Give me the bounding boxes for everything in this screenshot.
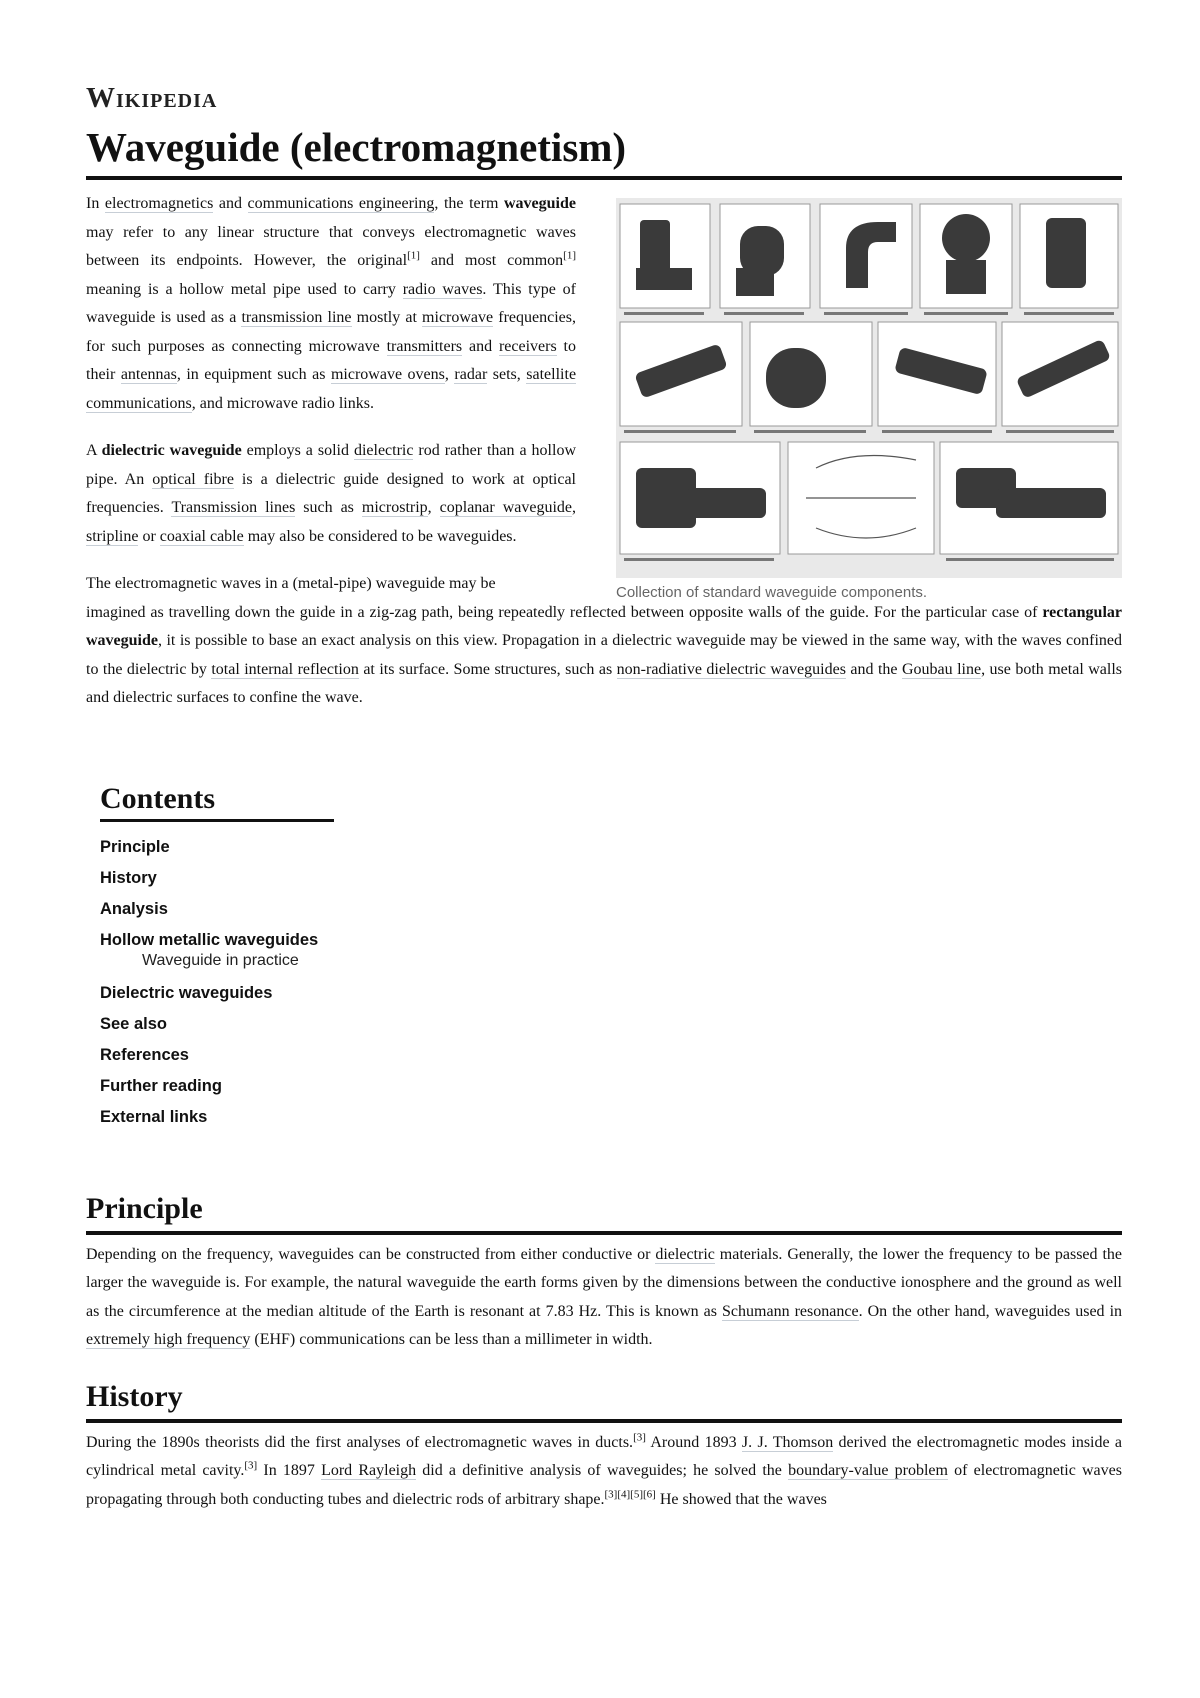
text-run: such as	[295, 499, 362, 516]
article-link[interactable]: radar	[454, 366, 488, 383]
text-run: ,	[444, 366, 455, 383]
text-run: frequencies, for such purposes as connecting microwave	[86, 309, 577, 355]
article-link[interactable]: microwave	[422, 309, 494, 326]
intro-paragraph-2	[86, 437, 576, 551]
toc-item[interactable]: Dielectric waveguides	[100, 983, 273, 1002]
text-run: Around 1893	[645, 1433, 742, 1451]
bold-term: waveguide	[504, 195, 576, 212]
figure-caption: Collection of standard waveguide components.	[616, 584, 928, 601]
text-run: derived the electromagnetic modes inside a cylindrical metal cavity.	[86, 1433, 1123, 1479]
text-run: , in equipment such as	[176, 366, 331, 383]
text-run: of electromagnetic waves propagating through both conducting tubes and dielectric rods of arbitrary shape.	[86, 1462, 1122, 1508]
intro-paragraph-1	[86, 190, 576, 418]
text-run: and	[213, 195, 248, 212]
text-run: rod rather than a hollow pipe. An	[86, 442, 576, 488]
page-title: Waveguide (electromagnetism)	[86, 120, 1122, 180]
text-run: mostly at	[351, 309, 423, 326]
article-link[interactable]: stripline	[86, 527, 139, 545]
article-link[interactable]: boundary-value problem	[788, 1462, 948, 1479]
page	[86, 82, 1122, 1514]
bold-term: rectangular waveguide	[86, 603, 1122, 649]
text-run: , and microwave radio links.	[191, 394, 374, 412]
article-link[interactable]: satellite communications	[86, 366, 577, 412]
wikipedia-logo[interactable]: Wikipedia	[86, 82, 218, 114]
text-run: and the	[845, 660, 902, 678]
text-run: at its surface. Some structures, such as	[358, 660, 617, 678]
citation-ref[interactable]: [1]	[563, 249, 576, 262]
article-link[interactable]: Schumann resonance	[722, 1302, 859, 1320]
section-heading-history: History	[86, 1377, 1122, 1423]
toc-item[interactable]: External links	[100, 1107, 208, 1126]
text-run: meaning is a hollow metal pipe used to carry	[86, 280, 403, 298]
text-run: and most common	[419, 252, 564, 269]
article-link[interactable]: dielectric	[353, 442, 414, 459]
text-run: In	[86, 195, 105, 212]
article-link[interactable]: optical fibre	[152, 470, 234, 488]
article-link[interactable]: electromagnetics	[104, 195, 214, 212]
section-heading-principle: Principle	[86, 1189, 1122, 1235]
toc-item[interactable]: See also	[100, 1014, 167, 1033]
text-run: . This type of waveguide is used as a	[86, 280, 577, 326]
intro-paragraph-3-rest	[86, 599, 1122, 713]
article-link[interactable]: dielectric	[655, 1245, 715, 1263]
article-link[interactable]: Lord Rayleigh	[321, 1462, 417, 1479]
article-link[interactable]: communications engineering	[247, 195, 435, 212]
article-link[interactable]: Transmission lines	[171, 499, 296, 516]
citation-ref[interactable]: [3]	[633, 1431, 646, 1444]
text-run: A	[86, 442, 102, 459]
text-run: The electromagnetic waves in a (metal-pipe) waveguide may be	[86, 575, 496, 592]
text-run: did a definitive analysis of waveguides; he solved the	[416, 1462, 789, 1479]
text-run: and	[462, 337, 499, 355]
text-run: ,	[427, 499, 440, 516]
text-run: Depending on the frequency, waveguides can be constructed from either conductive or	[86, 1245, 656, 1263]
history-paragraph	[86, 1429, 1122, 1515]
text-run: . On the other hand, waveguides used in	[858, 1302, 1123, 1320]
article-link[interactable]: coplanar waveguide	[439, 499, 573, 516]
intro-paragraph-3-start	[86, 570, 576, 599]
toc-item[interactable]: Hollow metallic waveguides	[100, 930, 319, 949]
article-link[interactable]: transmission line	[241, 309, 352, 326]
text-run: sets,	[487, 366, 527, 383]
article-link[interactable]: microstrip	[361, 499, 428, 516]
section-history	[86, 1377, 1122, 1515]
article-link[interactable]: Goubau line	[901, 660, 982, 678]
text-run: may also be considered to be waveguides.	[243, 527, 517, 545]
toc-item[interactable]: Waveguide in practice	[142, 951, 299, 969]
intro-section	[86, 190, 1122, 713]
waveguide-components-image[interactable]	[616, 198, 1122, 578]
text-run: to their	[86, 337, 576, 383]
text-run: He showed that the waves	[655, 1490, 827, 1508]
citation-ref[interactable]: [3]	[244, 1459, 258, 1472]
article-link[interactable]: J. J. Thomson	[741, 1433, 834, 1451]
text-run: (EHF) communications can be less than a millimeter in width.	[250, 1331, 653, 1348]
toc-item[interactable]: Further reading	[100, 1076, 222, 1095]
text-run: or	[138, 527, 160, 545]
text-run: ,	[572, 499, 577, 516]
text-run: imagined as travelling down the guide in a zig-zag path, being repeatedly reflected between opposite walls of the guide. For the particular case of	[86, 603, 1043, 621]
section-principle	[86, 1189, 1122, 1355]
text-run: In 1897	[257, 1462, 322, 1479]
article-link[interactable]: receivers	[498, 337, 557, 355]
toc-heading: Contents	[100, 779, 334, 822]
article-link[interactable]: non-radiative dielectric waveguides	[616, 660, 846, 678]
thumbnail-figure	[616, 198, 1122, 601]
text-run: is a dielectric guide designed to work at optical frequencies.	[86, 470, 576, 516]
text-run: employs a solid	[241, 442, 354, 459]
toc-item[interactable]: References	[100, 1045, 189, 1064]
text-run: , it is possible to base an exact analysis on this view. Propagation in a dielectric waveguide may be viewed in the same way, with the waves confined to the dielectric by	[86, 632, 1122, 678]
text-run: , use both metal walls and dielectric surfaces to confine the wave.	[86, 660, 1122, 706]
article-link[interactable]: coaxial cable	[159, 527, 244, 545]
article-link[interactable]: antennas	[120, 366, 177, 383]
citation-ref[interactable]: [1]	[407, 249, 420, 262]
toc-list	[100, 832, 1122, 1133]
text-run: , the term	[434, 195, 504, 212]
bold-term: dielectric waveguide	[101, 442, 242, 459]
article-link[interactable]: microwave ovens	[330, 366, 445, 383]
article-link[interactable]: radio waves	[402, 280, 483, 298]
text-run: During the 1890s theorists did the first analyses of electromagnetic waves in ducts.	[86, 1433, 634, 1451]
article-link[interactable]: extremely high frequency	[86, 1331, 251, 1348]
text-run: materials. Generally, the lower the frequency to be passed the larger the waveguide is. For example, the natural waveguide the earth forms given by the dimensions between the conductive ionosphere and the ground as well as the circumference at the median altitude of the Earth is resonant at 7.83 Hz. This is known as	[86, 1245, 1122, 1320]
toc-item[interactable]: History	[100, 868, 157, 887]
principle-paragraph	[86, 1241, 1122, 1355]
toc-item[interactable]: Analysis	[100, 899, 168, 918]
article-link[interactable]: total internal reflection	[211, 660, 359, 678]
table-of-contents	[100, 779, 1122, 1133]
article-link[interactable]: transmitters	[386, 337, 463, 355]
toc-item[interactable]: Principle	[100, 837, 170, 856]
citation-ref[interactable]: [3][4][5][6]	[604, 1488, 656, 1501]
text-run: may refer to any linear structure that conveys electromagnetic waves between its endpoints. However, the original	[86, 223, 576, 269]
